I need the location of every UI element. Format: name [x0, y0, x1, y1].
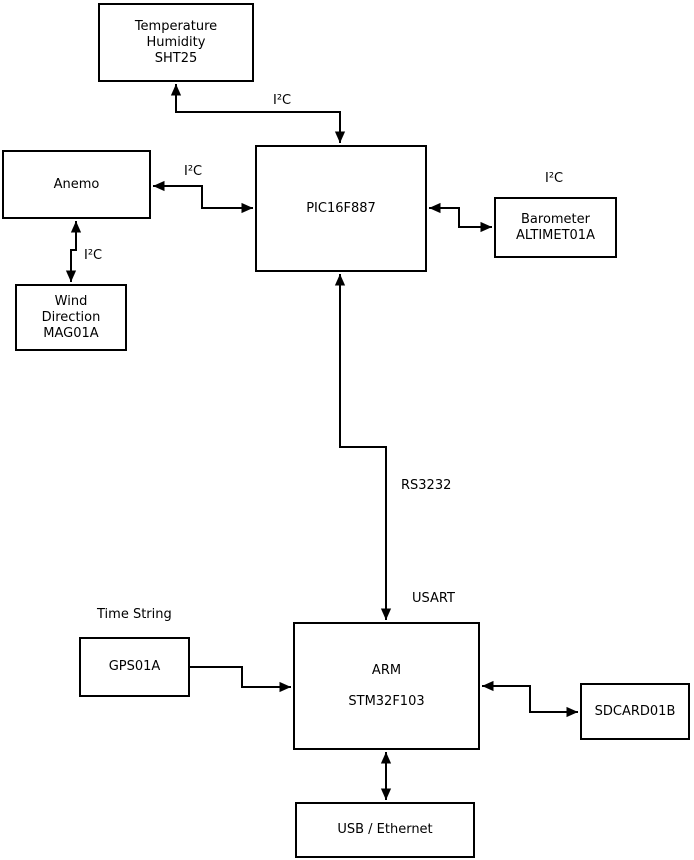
wind-direction-label-line2: Direction [41, 309, 101, 325]
sdcard-node [580, 683, 690, 740]
connector-pic-barometer [429, 208, 492, 227]
usb-ethernet-label: USB / Ethernet [337, 822, 433, 837]
rs3232-edge-label: RS3232 [401, 478, 452, 493]
time-string-edge-label: Time String [97, 607, 172, 622]
gps-label: GPS01A [108, 659, 161, 674]
barometer-label-line1: Barometer [521, 211, 590, 227]
temp-humidity-node [98, 3, 254, 82]
anemo-label: Anemo [53, 176, 100, 192]
barometer-label-line2: ALTIMET01A [516, 227, 595, 243]
connector-anemo-pic [153, 186, 253, 208]
arm-label-line1: ARM [371, 662, 402, 678]
temp-humidity-label-line1: Temperature [134, 18, 218, 34]
arm-label-line2: STM32F103 [348, 693, 425, 709]
temp-humidity-label-line2: Humidity [146, 34, 206, 50]
usart-edge-label: USART [412, 591, 455, 606]
sdcard-label: SDCARD01B [594, 703, 676, 719]
anemo-node [2, 150, 151, 219]
connector-temp-pic [176, 84, 340, 143]
i2c-anemo-edge-label: I²C [184, 164, 203, 179]
connector-arm-sdcard [482, 686, 578, 712]
gps-node [79, 637, 190, 697]
pic16f887-label: PIC16F887 [306, 200, 376, 216]
wind-direction-label-line3: MAG01A [43, 325, 99, 341]
temp-humidity-label-line3: SHT25 [154, 50, 198, 66]
i2c-temp-edge-label: I²C [273, 93, 292, 108]
pic16f887-node [255, 145, 427, 272]
arm-node [293, 622, 480, 750]
connector-pic-arm [340, 274, 386, 620]
i2c-barometer-edge-label: I²C [545, 171, 564, 186]
usb-ethernet-node [295, 802, 475, 858]
wind-direction-node [15, 284, 127, 351]
connector-gps-arm [190, 667, 291, 687]
barometer-node [494, 197, 617, 258]
wind-direction-label-line1: Wind [54, 293, 88, 309]
connector-anemo-wind [71, 221, 76, 282]
i2c-wind-edge-label: I²C [84, 248, 103, 263]
